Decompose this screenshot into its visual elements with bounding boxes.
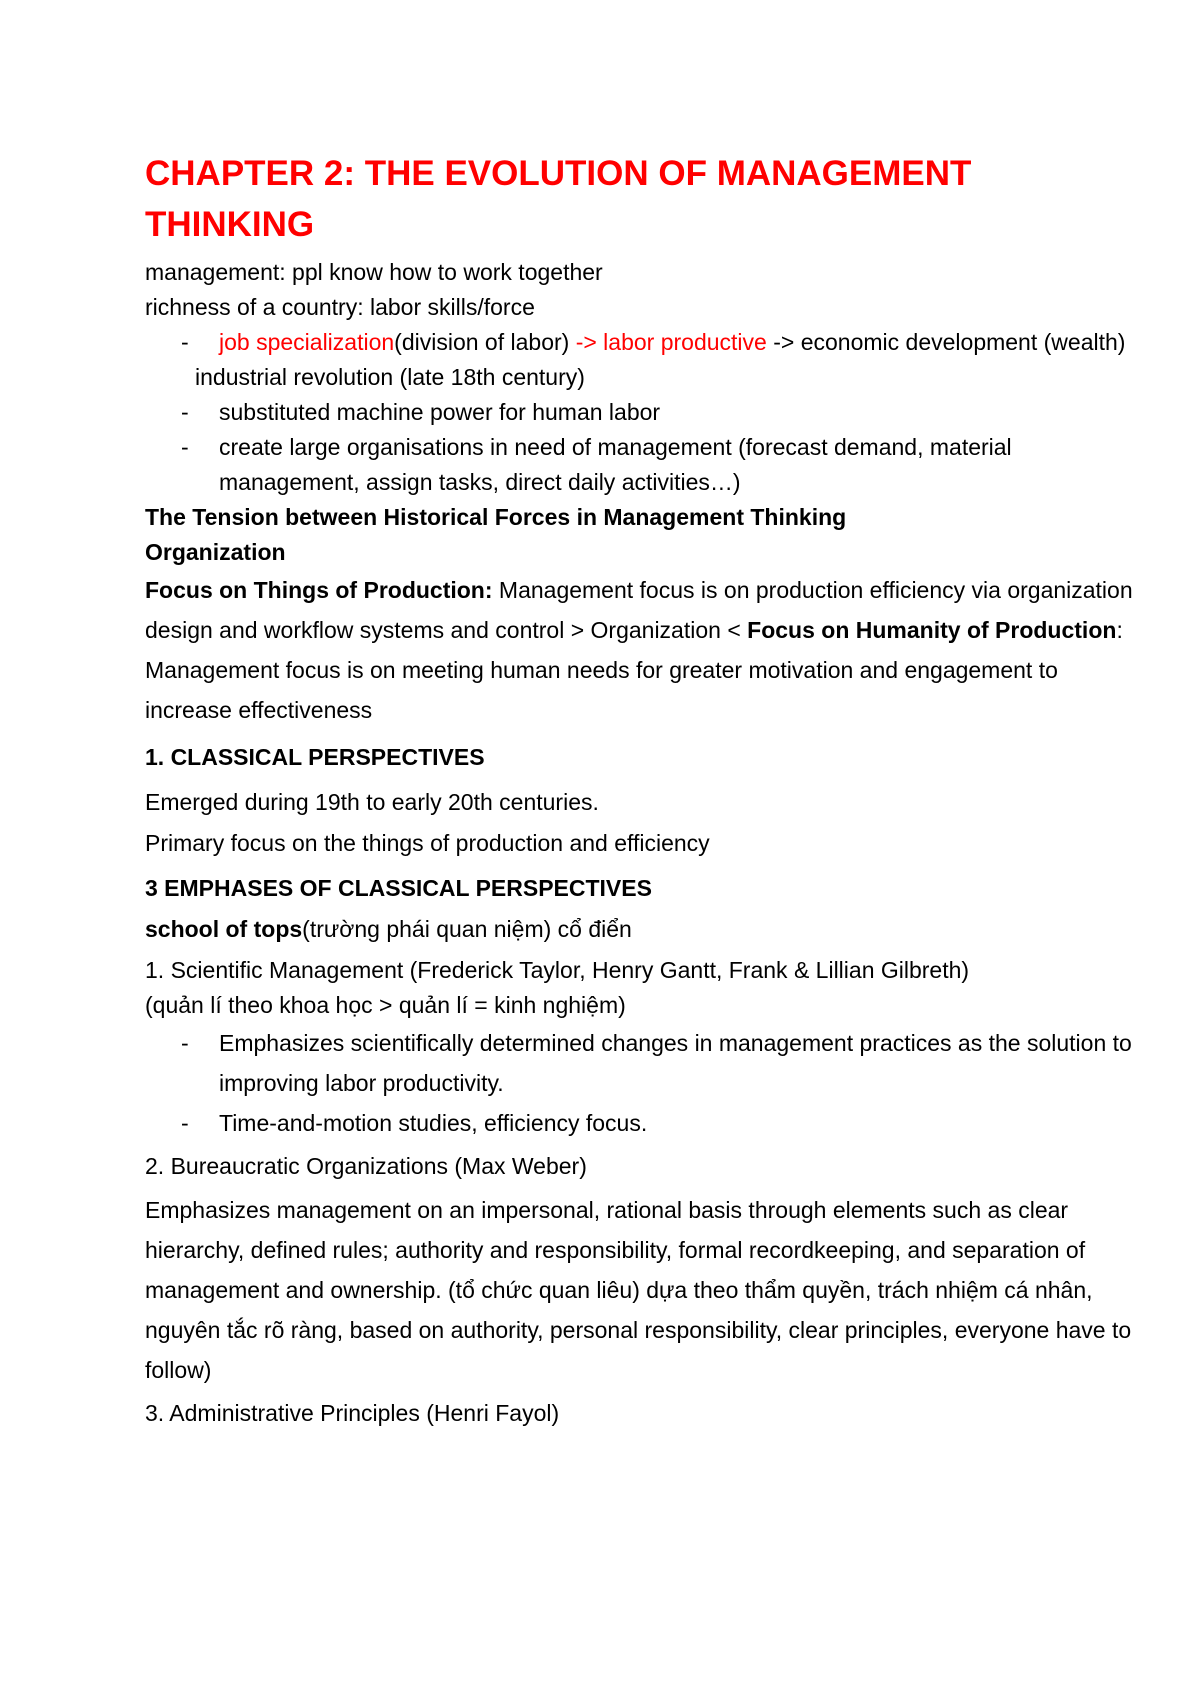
scientific-management-heading: 1. Scientific Management (Frederick Taylor, Henry Gantt, Frank & Lillian Gilbreth) — [145, 957, 970, 983]
scientific-management-note: (quản lí theo khoa học > quản lí = kinh nghiệm) — [145, 992, 626, 1018]
classical-emerged-text: Emerged during 19th to early 20th centuries. — [145, 789, 599, 815]
list-item-text: substituted machine power for human labor — [219, 399, 661, 425]
dash-bullet: - — [181, 434, 189, 460]
dash-bullet: - — [181, 399, 189, 425]
scientific-management-list — [145, 1023, 1135, 1143]
list-item — [145, 1023, 1135, 1103]
list-item — [145, 395, 1135, 430]
classical-perspectives-heading: 1. CLASSICAL PERSPECTIVES — [145, 744, 485, 770]
focus-things-label: Focus on Things of Production: — [145, 577, 493, 603]
bureaucratic-heading: 2. Bureaucratic Organizations (Max Weber) — [145, 1153, 587, 1179]
list-item-text: Time-and-motion studies, efficiency focus. — [219, 1110, 648, 1136]
focus-humanity-label: Focus on Humanity of Production — [747, 617, 1117, 643]
document-body — [145, 148, 1135, 1431]
school-of-tops-text: (trường phái quan niệm) cổ điển — [302, 916, 632, 942]
highlight-labor-productive: -> labor productive — [575, 329, 767, 355]
tension-paragraph — [145, 570, 1135, 730]
bureaucratic-body: Emphasizes management on an impersonal, rational basis through elements such as clear hierarchy, defined rules; authority and responsibility, formal recordkeeping, and separation of management and ownership. (tổ chức quan liêu) dựa theo thẩm quyền, trách nhiệm cá nhân, nguyên tắc rõ ràng, based on authority, personal responsibility, clear principles, everyone have to follow) — [145, 1197, 1132, 1383]
spec-text-division: (division of labor) — [394, 329, 576, 355]
industrial-list — [145, 395, 1135, 500]
administrative-heading: 3. Administrative Principles (Henri Fayol) — [145, 1400, 560, 1426]
specialization-list — [145, 325, 1135, 360]
dash-bullet: - — [181, 1030, 189, 1056]
list-item-text: create large organisations in need of management (forecast demand, material management, assign tasks, direct daily activities…) — [219, 434, 1012, 495]
intro-line-management: management: ppl know how to work together — [145, 259, 603, 285]
spec-text-economic: -> economic development (wealth) — [766, 329, 1126, 355]
organization-heading: Organization — [145, 539, 286, 565]
focus-things-text: Management focus is on production efficiency via organization design and workflow systems and control > Organization < — [145, 577, 1133, 643]
tension-heading: The Tension between Historical Forces in Management Thinking — [145, 504, 847, 530]
dash-bullet: - — [181, 1110, 189, 1136]
dash-bullet: - — [181, 329, 189, 355]
list-item — [145, 430, 1135, 500]
list-item — [145, 1103, 1135, 1143]
school-of-tops-label: school of tops — [145, 916, 303, 942]
focus-humanity-text: : Management focus is on meeting human needs for greater motivation and engagement to increase effectiveness — [145, 617, 1123, 723]
intro-line-richness: richness of a country: labor skills/force — [145, 294, 535, 320]
classical-focus-text: Primary focus on the things of production and efficiency — [145, 830, 710, 856]
industrial-revolution-line: industrial revolution (late 18th century) — [195, 364, 585, 390]
chapter-title: CHAPTER 2: THE EVOLUTION OF MANAGEMENT THINKING — [145, 154, 972, 244]
list-item — [145, 325, 1135, 360]
school-of-tops-line — [145, 912, 1135, 947]
list-item-text: Emphasizes scientifically determined changes in management practices as the solution to improving labor productivity. — [219, 1030, 1132, 1096]
emphases-heading: 3 EMPHASES OF CLASSICAL PERSPECTIVES — [145, 875, 652, 901]
highlight-job-specialization: job specialization — [219, 329, 395, 355]
